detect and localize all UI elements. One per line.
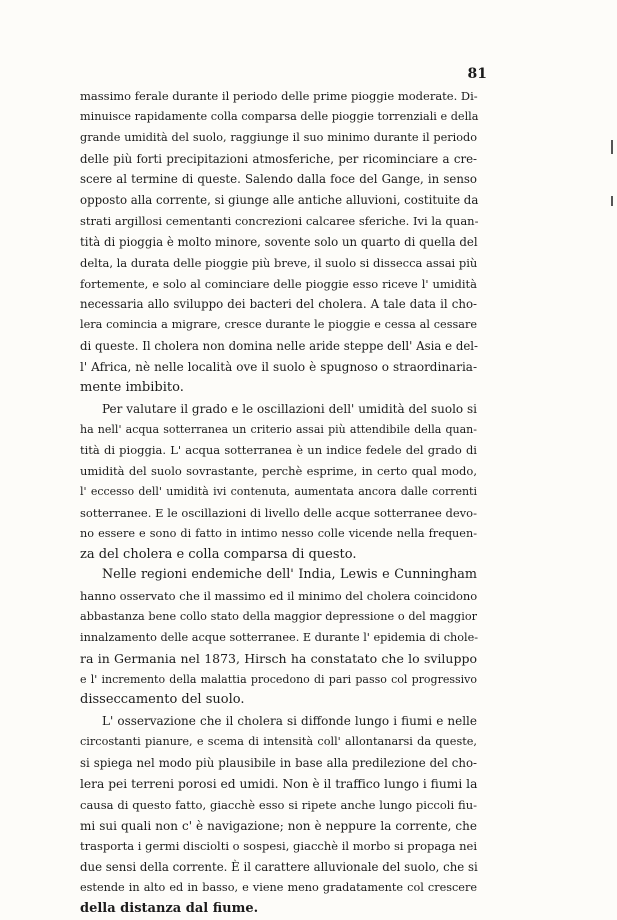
- text-line: l' Africa, nè nelle località ove il suolo è spugnoso o straordinaria-: [80, 359, 477, 374]
- text-line: Nelle regioni endemiche dell' India, Lewis e Cunningham: [102, 567, 477, 583]
- text-line: hanno osservato che il massimo ed il minimo del cholera coincidono: [80, 589, 478, 604]
- page-number: 81: [467, 66, 487, 82]
- text-line: strati argillosi cementanti concrezioni calcaree sferiche. Ivi la quan-: [80, 214, 479, 229]
- text-line: della distanza dal fiume.: [80, 900, 259, 916]
- text-line: za del cholera e colla comparsa di questo.: [80, 546, 357, 562]
- text-line: massimo ferale durante il periodo delle prime pioggie moderate. Di-: [80, 89, 478, 103]
- text-line: no essere e sono di fatto in intimo nesso colle vicende nella frequen-: [80, 526, 477, 540]
- text-line: sotterranee. E le oscillazioni di livello delle acque sotterranee devo-: [80, 505, 477, 520]
- text-line: si spiega nel modo più plausibile in base alla predilezione del cho-: [80, 756, 477, 770]
- text-line: opposto alla corrente, si giunge alle antiche alluvioni, costituite da: [80, 193, 479, 208]
- text-line: due sensi della corrente. È il carattere alluvionale del suolo, che si: [80, 860, 478, 875]
- text-line: umidità del suolo sovrastante, perchè esprime, in certo qual modo,: [80, 464, 477, 479]
- text-line: abbastanza bene collo stato della maggior depressione o del maggior: [80, 610, 477, 624]
- text-line: disseccamento del suolo.: [80, 692, 245, 708]
- text-line: ha nell' acqua sotterranea un criterio assai più attendibile della quan-: [80, 422, 477, 436]
- scan-edge-mark: [611, 140, 613, 154]
- text-line: L' osservazione che il cholera si diffonde lungo i fiumi e nelle: [102, 714, 477, 729]
- text-line: estende in alto ed in basso, e viene meno gradatamente col crescere: [80, 881, 477, 895]
- text-line: lera comincia a migrare, cresce durante le pioggie e cessa al cessare: [80, 318, 477, 332]
- text-line: causa di questo fatto, giacchè esso si ripete anche lungo piccoli fiu-: [80, 797, 477, 812]
- text-line: delle più forti precipitazioni atmosferiche, per ricominciare a cre-: [80, 151, 477, 166]
- text-line: necessaria allo sviluppo dei bacteri del cholera. A tale data il cho-: [80, 297, 477, 312]
- text-line: fortemente, e solo al cominciare delle pioggie esso riceve l' umidità: [80, 276, 477, 291]
- text-line: delta, la durata delle pioggie più breve, il suolo si dissecca assai più: [80, 255, 478, 270]
- text-line: scere al termine di queste. Salendo dalla foce del Gange, in senso: [80, 172, 477, 187]
- text-line: minuisce rapidamente colla comparsa delle pioggie torrenziali e della: [80, 109, 479, 123]
- text-line: tità di pioggia. L' acqua sotterranea è un indice fedele del grado di: [80, 443, 477, 458]
- text-line: grande umidità del suolo, raggiunge il suo minimo durante il periodo: [80, 130, 477, 144]
- text-line: tità di pioggia è molto minore, sovente solo un quarto di quella del: [80, 234, 478, 249]
- text-line: innalzamento delle acque sotterranee. E durante l' epidemia di chole-: [80, 630, 479, 644]
- text-line: lera pei terreni porosi ed umidi. Non è il traffico lungo i fiumi la: [80, 776, 478, 791]
- body-text: [80, 86, 477, 920]
- text-line: e l' incremento della malattia procedono di pari passo col progressivo: [80, 672, 477, 686]
- text-line: l' eccesso dell' umidità ivi contenuta, aumentata ancora dalle correnti: [80, 485, 477, 499]
- text-line: di queste. Il cholera non domina nelle aride steppe dell' Asia e del-: [80, 339, 479, 354]
- text-line: ra in Germania nel 1873, Hirsch ha constatato che lo sviluppo: [80, 650, 477, 666]
- text-line: mi sui quali non c' è navigazione; non è neppure la corrente, che: [80, 818, 477, 833]
- text-line: Per valutare il grado e le oscillazioni dell' umidità del suolo si: [102, 401, 477, 416]
- text-line: circostanti pianure, e scema di intensità coll' allontanarsi da queste,: [80, 735, 477, 749]
- text-line: mente imbibito.: [80, 379, 184, 395]
- text-line: trasporta i germi disciolti o sospesi, giacchè il morbo si propaga nei: [80, 839, 477, 854]
- scan-edge-mark: [611, 196, 613, 206]
